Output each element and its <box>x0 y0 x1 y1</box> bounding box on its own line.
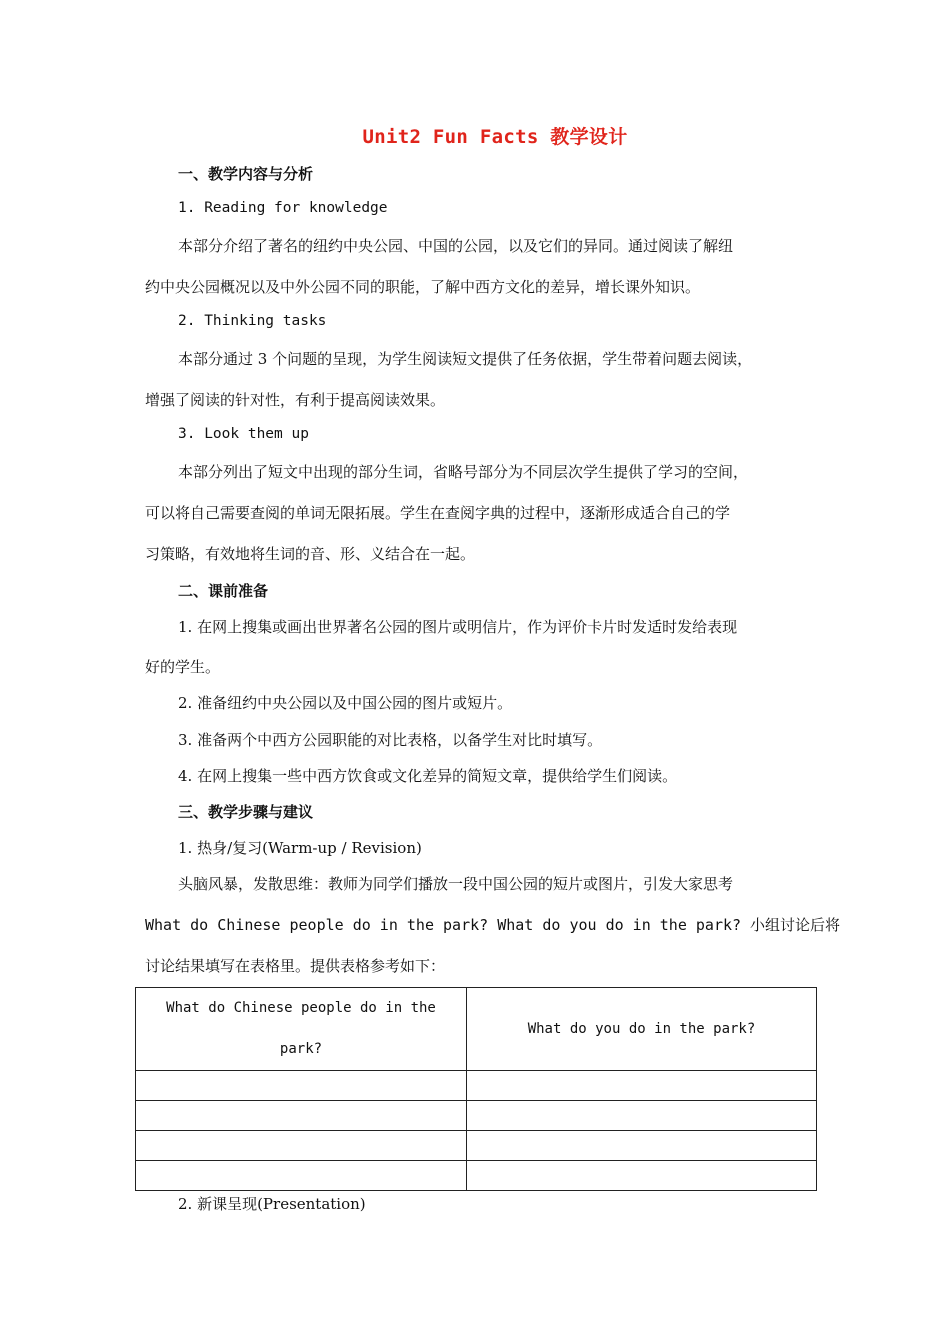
paragraph-line: 可以将自己需要查阅的单词无限拓展。学生在查阅字典的过程中，逐渐形成适合自己的学 <box>145 504 731 522</box>
paragraph-line: 本部分介绍了著名的纽约中央公园、中国的公园，以及它们的异同。通过阅读了解纽 <box>178 237 734 255</box>
paragraph-line: 本部分通过 3 个问题的呈现，为学生阅读短文提供了任务依据，学生带着问题去阅读， <box>178 350 753 368</box>
item-label-lookup: 3. Look them up <box>178 426 309 442</box>
step-label-presentation: 2. 新课呈现(Presentation) <box>178 1195 366 1213</box>
section-heading-2: 二、课前准备 <box>178 582 269 600</box>
step-label-warmup: 1. 热身/复习(Warm-up / Revision) <box>178 839 422 857</box>
table-cell[interactable] <box>467 1101 817 1131</box>
paragraph-line: 头脑风暴，发散思维：教师为同学们播放一段中国公园的短片或图片，引发大家思考 <box>178 875 734 893</box>
table-cell[interactable] <box>136 1101 467 1131</box>
section-heading-3: 三、教学步骤与建议 <box>178 803 314 821</box>
table-row <box>136 1161 817 1191</box>
table-row <box>136 1131 817 1161</box>
table-row <box>136 1071 817 1101</box>
paragraph-line: 习策略，有效地将生词的音、形、义结合在一起。 <box>145 545 476 563</box>
item-label-thinking: 2. Thinking tasks <box>178 313 327 329</box>
paragraph-line: 讨论结果填写在表格里。提供表格参考如下： <box>145 957 446 975</box>
table-cell[interactable] <box>136 1161 467 1191</box>
list-item: 2. 准备纽约中央公园以及中国公园的图片或短片。 <box>178 694 513 712</box>
list-item: 3. 准备两个中西方公园职能的对比表格，以备学生对比时填写。 <box>178 731 603 749</box>
table-header-cell <box>136 988 467 1071</box>
document-title: Unit2 Fun Facts 教学设计 <box>362 126 628 148</box>
table-cell[interactable] <box>467 1071 817 1101</box>
table-cell[interactable] <box>467 1131 817 1161</box>
paragraph-line: What do Chinese people do in the park? What do you do in the park? 小组讨论后将 <box>145 916 841 934</box>
table-header-cell: What do you do in the park? <box>467 988 817 1071</box>
table-cell[interactable] <box>136 1131 467 1161</box>
table-cell[interactable] <box>467 1161 817 1191</box>
table-cell[interactable] <box>136 1071 467 1101</box>
table-header-row <box>136 988 817 1071</box>
section-heading-1: 一、教学内容与分析 <box>178 165 314 183</box>
paragraph-line: 约中央公园概况以及中外公园不同的职能，了解中西方文化的差异，增长课外知识。 <box>145 278 701 296</box>
header-text-line: What do Chinese people do in the <box>166 1000 436 1016</box>
comparison-table <box>135 987 817 1191</box>
header-text-line: park? <box>279 1041 323 1057</box>
list-item: 1. 在网上搜集或画出世界著名公园的图片或明信片，作为评价卡片时发适时发给表现 <box>178 618 738 636</box>
item-label-reading: 1. Reading for knowledge <box>178 200 388 216</box>
paragraph-line: 增强了阅读的针对性，有利于提高阅读效果。 <box>145 391 446 409</box>
list-item-continuation: 好的学生。 <box>145 658 221 676</box>
paragraph-line: 本部分列出了短文中出现的部分生词，省略号部分为不同层次学生提供了学习的空间， <box>178 463 749 481</box>
list-item: 4. 在网上搜集一些中西方饮食或文化差异的简短文章，提供给学生们阅读。 <box>178 767 678 785</box>
table-row <box>136 1101 817 1131</box>
